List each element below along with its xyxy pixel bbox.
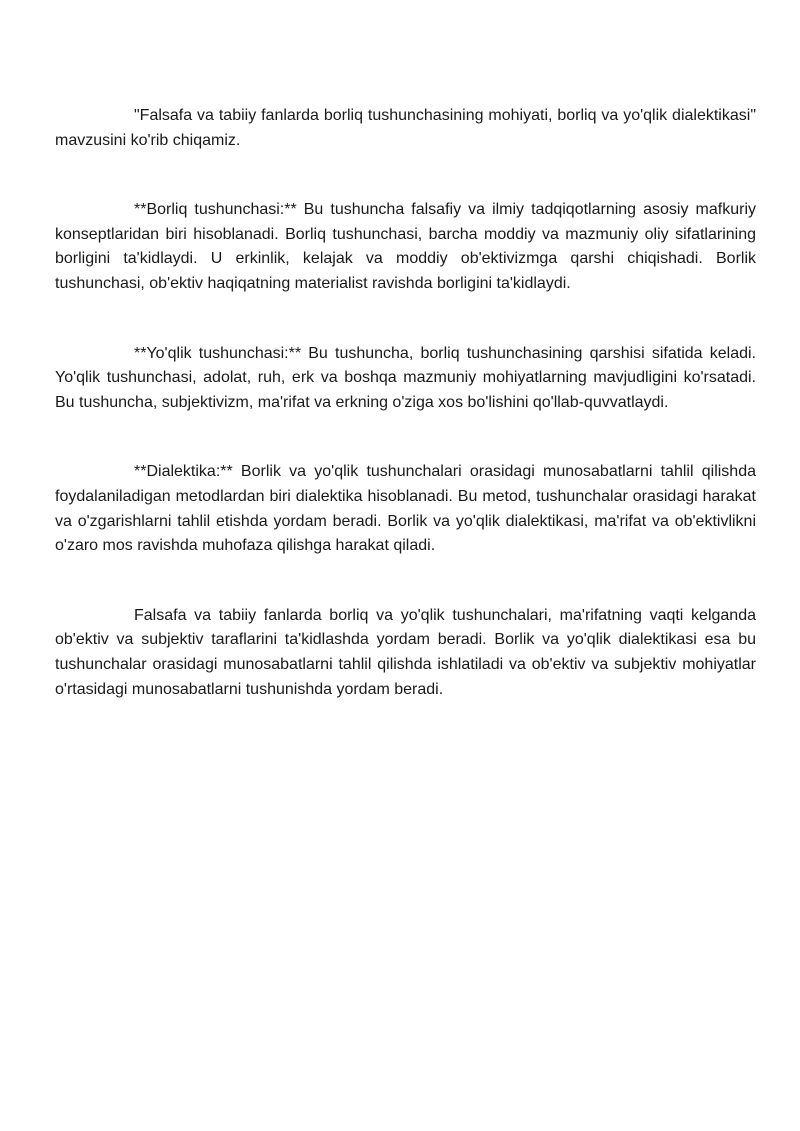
paragraph-yoqlik: **Yo'qlik tushunchasi:** Bu tushuncha, borliq tushunchasining qarshisi sifatida keladi. Yo'qlik tushunchasi, adolat, ruh, erk va boshqa mazmuniy mohiyatlarning mavjudligini ko'rsatadi. Bu tushuncha, subjektivizm, ma'rifat va erkning o'ziga xos bo'lishini qo'llab-quvvatlaydi. bbox=[55, 344, 756, 411]
paragraph-intro: "Falsafa va tabiiy fanlarda borliq tushunchasining mohiyati, borliq va yo'qlik dialektikasi" mavzusini ko'rib chiqamiz. bbox=[55, 107, 756, 149]
paragraph-dialektika: **Dialektika:** Borlik va yo'qlik tushunchalari orasidagi munosabatlarni tahlil qilishda foydalaniladigan metodlardan biri dialektika hisoblanadi. Bu metod, tushunchalar orasidagi harakat va o'zgarishlarni tahlil etishda yordam beradi. Borlik va yo'qlik dialektikasi, ma'rifat va ob'ektivlikni o'zaro mos ravishda muhofaza qilishga harakat qiladi. bbox=[55, 463, 756, 555]
paragraph-borliq: **Borliq tushunchasi:** Bu tushuncha falsafiy va ilmiy tadqiqotlarning asosiy mafkuriy konseptlaridan biri hisoblanadi. Borliq tushunchasi, barcha moddiy va mazmuniy oliy sifatlarining borligini ta'kidlaydi. U erkinlik, kelajak va moddiy ob'ektivizmga qarshi chiqishadi. Borlik tushunchasi, ob'ektiv haqiqatning materialist ravishda borligini ta'kidlaydi. bbox=[55, 201, 756, 292]
document-body bbox=[55, 104, 756, 702]
paragraph-conclusion: Falsafa va tabiiy fanlarda borliq va yo'qlik tushunchalari, ma'rifatning vaqti kelganda ob'ektiv va subjektiv taraflarini ta'kidlashda yordam beradi. Borlik va yo'qlik dialektikasi esa bu tushunchalar orasidagi munosabatlarni tahlil qilishda ishlatiladi va ob'ektiv va subjektiv mohiyatlar o'rtasidagi munosabatlarni tushunishda yordam beradi. bbox=[55, 606, 756, 698]
